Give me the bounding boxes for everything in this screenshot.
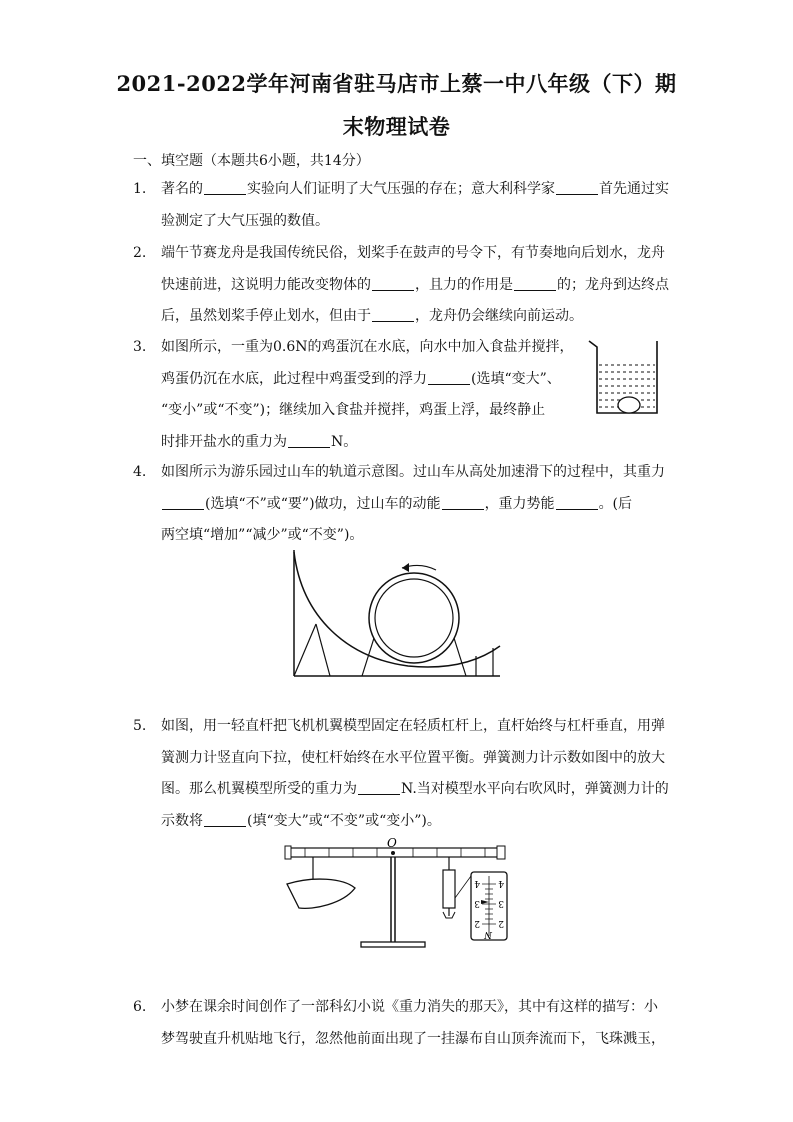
svg-text:2: 2 xyxy=(474,918,480,928)
loop-outer xyxy=(369,573,459,663)
text-run: 著名的 xyxy=(161,181,203,197)
svg-text:2: 2 xyxy=(498,918,504,928)
egg xyxy=(618,397,640,413)
answer-blank[interactable] xyxy=(358,778,400,795)
section-heading: 一、填空题（本题共6小题，共14分） xyxy=(133,153,370,169)
question-line xyxy=(161,806,669,838)
answer-blank[interactable] xyxy=(442,493,484,510)
question-number: 4. xyxy=(133,464,147,480)
question-line xyxy=(161,206,669,238)
track-curve xyxy=(294,552,500,667)
text-run: 如图所示，一重为0.6N的鸡蛋沉在水底，向水中加入食盐并搅拌， xyxy=(161,339,574,355)
text-run: 梦驾驶直升机贴地飞行，忽然他前面出现了一挂瀑布自山顶奔流而下，飞珠溅玉， xyxy=(161,1030,665,1047)
question-line xyxy=(161,457,665,489)
question-line xyxy=(161,1024,665,1056)
question-line xyxy=(161,711,669,743)
answer-blank[interactable] xyxy=(428,368,470,385)
text-run: 验测定了大气压强的数值。 xyxy=(161,212,329,229)
text-run: “变小”或“不变”)；继续加入食盐并搅拌，鸡蛋上浮，最终静止 xyxy=(161,402,546,418)
answer-blank[interactable] xyxy=(556,178,598,195)
question-number: 2. xyxy=(133,245,147,261)
text-run: N.当对模型水平向右吹风时，弹簧测力计的 xyxy=(401,781,669,797)
answer-blank[interactable] xyxy=(204,810,246,827)
text-run: 端午节赛龙舟是我国传统民俗，划桨手在鼓声的号令下，有节奏地向后划水，龙舟 xyxy=(161,245,665,261)
loop-inner xyxy=(375,579,453,657)
question-line xyxy=(161,743,669,775)
question-line xyxy=(161,520,665,552)
answer-blank[interactable] xyxy=(162,493,204,510)
text-run: 时排开盐水的重力为 xyxy=(161,433,287,450)
text-run: (填“变大”或“不变”或“变小”)。 xyxy=(247,812,441,829)
svg-text:N: N xyxy=(484,929,492,939)
text-run: 实验向人们证明了大气压强的存在；意大利科学家 xyxy=(247,181,555,197)
svg-text:4: 4 xyxy=(474,878,480,888)
text-run: 两空填“增加”“减少”或“不变”)。 xyxy=(161,527,364,543)
text-run: 簧测力计竖直向下拉，使杠杆始终在水平位置平衡。弹簧测力计示数如图中的放大 xyxy=(161,749,665,766)
question-text xyxy=(161,992,665,1055)
answer-blank[interactable] xyxy=(288,431,330,448)
question-text xyxy=(161,174,669,237)
text-run: (选填“变大”、 xyxy=(471,370,561,387)
question-number: 6. xyxy=(133,999,147,1015)
question-line xyxy=(161,364,574,396)
question-text xyxy=(161,332,574,458)
text-run: 首先通过实 xyxy=(599,181,669,197)
question-line xyxy=(161,301,669,333)
question-line xyxy=(161,395,574,427)
text-run: 示数将 xyxy=(161,812,203,829)
text-run: ，重力势能 xyxy=(484,495,555,512)
question-text xyxy=(161,238,669,333)
beaker-egg-figure xyxy=(585,335,665,417)
question-line xyxy=(161,992,665,1024)
text-run: 后，虽然划桨手停止划水，但由于 xyxy=(161,308,371,324)
text-run: 如图所示为游乐园过山车的轨道示意图。过山车从高处加速滑下的过程中，其重力 xyxy=(161,464,665,480)
question-line xyxy=(161,174,669,206)
text-run: 图。那么机翼模型所受的重力为 xyxy=(161,781,357,797)
svg-text:3: 3 xyxy=(498,898,504,908)
spring-scale xyxy=(443,870,455,908)
roller-coaster-figure xyxy=(288,548,503,680)
text-run: ，且力的作用是 xyxy=(415,276,513,293)
text-run: 的；龙舟到达终点 xyxy=(557,276,669,293)
text-run: 小梦在课余时间创作了一部科幻小说《重力消失的那天》，其中有这样的描写：小 xyxy=(161,999,658,1015)
question-text xyxy=(161,711,669,837)
question-line xyxy=(161,270,669,302)
answer-blank[interactable] xyxy=(514,274,556,291)
answer-blank[interactable] xyxy=(556,493,598,510)
page-title-line-1: 2021-2022学年河南省驻马店市上蔡一中八年级（下）期 xyxy=(116,71,677,96)
text-run: 快速前进，这说明力能改变物体的 xyxy=(161,276,371,293)
lever-wing-figure xyxy=(283,838,511,956)
question-line xyxy=(161,332,574,364)
text-run: (选填“不”或“要”)做功，过山车的动能 xyxy=(205,495,441,512)
question-line xyxy=(161,774,669,806)
pivot-label: O xyxy=(387,838,397,850)
text-run: N。 xyxy=(331,433,358,450)
page-title-line-2: 末物理试卷 xyxy=(342,114,451,139)
svg-text:3: 3 xyxy=(474,898,480,908)
text-run: 。(后 xyxy=(598,495,633,512)
question-number: 1. xyxy=(133,181,147,197)
text-run: ，龙舟仍会继续向前运动。 xyxy=(415,308,583,324)
stand-base xyxy=(361,942,425,947)
text-run: 如图，用一轻直杆把飞机机翼模型固定在轻质杠杆上，直杆始终与杠杆垂直，用弹 xyxy=(161,718,665,734)
svg-text:4: 4 xyxy=(498,878,504,888)
question-line xyxy=(161,238,669,270)
question-number: 5. xyxy=(133,718,147,734)
answer-blank[interactable] xyxy=(372,305,414,322)
question-number: 3. xyxy=(133,339,147,355)
wing-model xyxy=(287,879,355,908)
answer-blank[interactable] xyxy=(204,178,246,195)
text-run: 鸡蛋仍沉在水底，此过程中鸡蛋受到的浮力 xyxy=(161,370,427,387)
question-line xyxy=(161,427,574,459)
question-line xyxy=(161,489,665,521)
answer-blank[interactable] xyxy=(372,274,414,291)
question-text xyxy=(161,457,665,552)
